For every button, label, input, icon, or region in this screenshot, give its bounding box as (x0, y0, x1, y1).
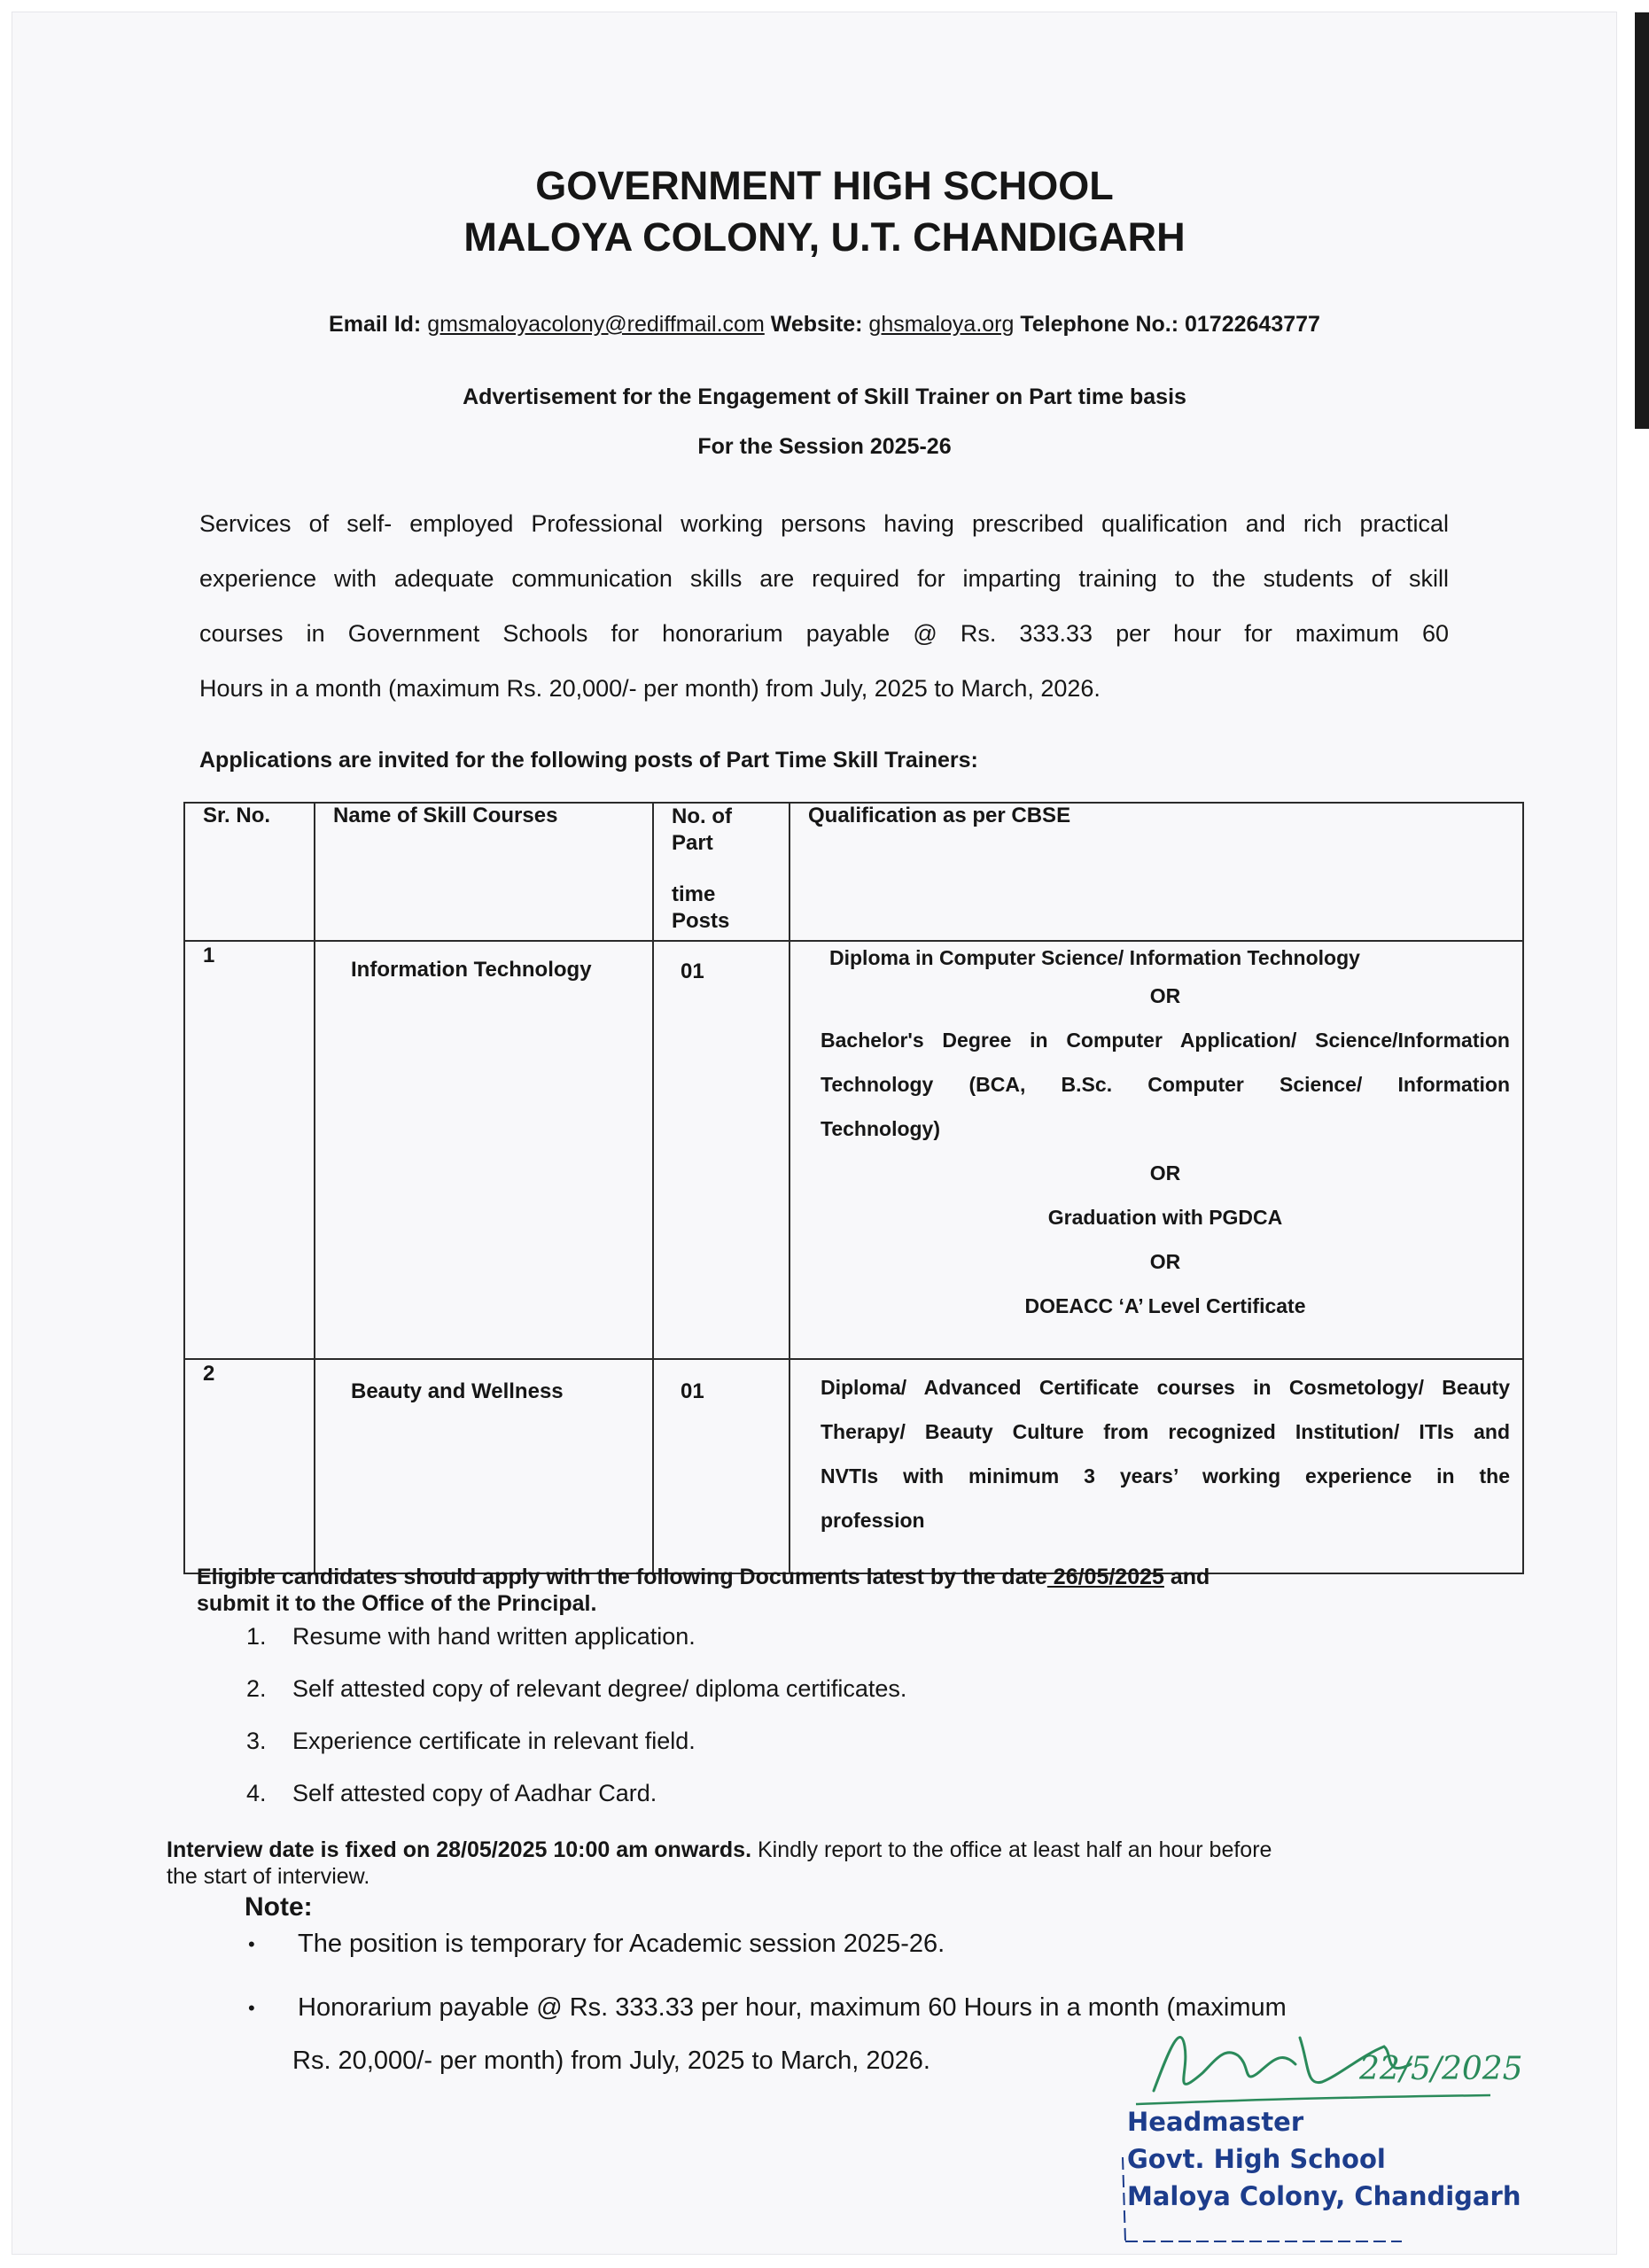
document-item (246, 1675, 906, 1703)
eligibility-submit: submit it to the Office of the Principal. (197, 1591, 597, 1616)
header-posts-line: time (672, 882, 716, 906)
intro-paragraph (199, 496, 1449, 716)
note-label: Note: (245, 1892, 313, 1922)
document-text: Self attested copy of Aadhar Card. (292, 1780, 657, 1806)
website-link[interactable]: ghsmaloya.org (868, 312, 1015, 337)
email-label: Email Id: (329, 312, 428, 337)
email-link[interactable]: gmsmaloyacolony@rediffmail.com (427, 312, 765, 337)
document-text: Resume with hand written application. (292, 1623, 696, 1650)
header-posts-line: Part (672, 831, 713, 855)
table-header-row (184, 803, 1523, 941)
header-no-of-posts (653, 803, 789, 941)
interview-text (167, 1837, 1460, 1890)
qualification-line: profession (821, 1509, 925, 1532)
qualification-line: Technology) (821, 1117, 941, 1140)
table-row (184, 941, 1523, 1359)
interview-date: Interview date is fixed on 28/05/2025 10:00 am onwards. (167, 1837, 752, 1862)
cell-sr-no: 1 (184, 941, 315, 1359)
header-posts-line: No. of (672, 804, 732, 828)
cell-posts: 01 (653, 941, 789, 1359)
qualification-line: NVTIs with minimum 3 years’ working experience in the (821, 1464, 1510, 1487)
note-text: Honorarium payable @ Rs. 333.33 per hour, maximum 60 Hours in a month (maximum (298, 1993, 1287, 2022)
document-number: 1. (246, 1623, 267, 1650)
school-name-line2: MALOYA COLONY, U.T. CHANDIGARH (463, 214, 1186, 260)
qualification-line: DOEACC ‘A’ Level Certificate (1024, 1294, 1306, 1317)
cell-qualification (789, 941, 1523, 1359)
applications-heading: Applications are invited for the following posts of Part Time Skill Trainers: (199, 748, 978, 773)
signature-date: 22/5/2025 (1359, 2051, 1523, 2087)
document-item (246, 1623, 696, 1651)
or-separator: OR (1149, 1161, 1181, 1184)
table-row (184, 1359, 1523, 1573)
document-text: Self attested copy of relevant degree/ diploma certificates. (292, 1675, 907, 1702)
header-posts-line: Posts (672, 909, 730, 933)
note-text-continued: Rs. 20,000/- per month) from July, 2025 to March, 2026. (292, 2047, 930, 2075)
document-number: 4. (246, 1780, 267, 1806)
school-name-line1: GOVERNMENT HIGH SCHOOL (535, 163, 1114, 208)
document-number: 2. (246, 1675, 267, 1702)
cell-qualification (789, 1359, 1523, 1573)
or-separator: OR (1149, 984, 1181, 1007)
website-label: Website: (764, 312, 869, 337)
cell-posts: 01 (653, 1359, 789, 1573)
eligibility-text (197, 1564, 1437, 1617)
stamp-title: Headmaster (1127, 2107, 1304, 2137)
intro-line: experience with adequate communication skills are required for imparting training to the students of skill (199, 565, 1449, 592)
header-sr-no: Sr. No. (184, 803, 315, 941)
qualification-line: Diploma in Computer Science/ Information Technology (829, 946, 1360, 969)
bullet-icon: • (248, 1997, 255, 2020)
note-text: The position is temporary for Academic session 2025-26. (298, 1930, 945, 1958)
bullet-icon: • (248, 1933, 255, 1956)
qualification-line: Graduation with PGDCA (1047, 1206, 1283, 1229)
or-separator: OR (1149, 1250, 1181, 1273)
intro-line: courses in Government Schools for honorarium payable @ Rs. 333.33 per hour for maximum 60 (199, 620, 1449, 647)
header-course-name: Name of Skill Courses (315, 803, 653, 941)
qualification-line: Bachelor's Degree in Computer Application/ Science/Information (821, 1029, 1510, 1052)
eligibility-lead: Eligible candidates should apply with the following Documents latest by the date (197, 1565, 1047, 1589)
cell-course-name: Information Technology (315, 941, 653, 1359)
contact-line (0, 312, 1649, 338)
stamp-school: Govt. High School (1127, 2144, 1386, 2174)
last-date: 26/05/2025 (1046, 1565, 1164, 1589)
qualification-line: Technology (BCA, B.Sc. Computer Science/ Information (821, 1073, 1510, 1096)
posts-table (183, 802, 1524, 1574)
document-text: Experience certificate in relevant field. (292, 1728, 696, 1754)
intro-line: Services of self- employed Professional working persons having prescribed qualification and rich practical (199, 510, 1449, 537)
advertisement-title: Advertisement for the Engagement of Skill Trainer on Part time basis (463, 384, 1186, 409)
header-qualification: Qualification as per CBSE (789, 803, 1523, 941)
telephone-number: 01722643777 (1185, 312, 1320, 337)
qualification-line: Diploma/ Advanced Certificate courses in Cosmetology/ Beauty (821, 1376, 1510, 1399)
interview-instruction: Kindly report to the office at least half an hour before (751, 1837, 1272, 1862)
note-item (248, 1930, 1489, 1959)
telephone-label: Telephone No.: (1014, 312, 1185, 337)
session-heading: For the Session 2025-26 (697, 434, 952, 459)
intro-line: Hours in a month (maximum Rs. 20,000/- per month) from July, 2025 to March, 2026. (199, 675, 1101, 702)
eligibility-and: and (1163, 1565, 1210, 1589)
interview-instruction-cont: the start of interview. (167, 1864, 370, 1889)
cell-sr-no: 2 (184, 1359, 315, 1573)
qualification-line: Therapy/ Beauty Culture from recognized Institution/ ITIs and (821, 1420, 1510, 1443)
cell-course-name: Beauty and Wellness (315, 1359, 653, 1573)
document-item (246, 1728, 696, 1755)
document-item (246, 1780, 657, 1807)
headmaster-stamp (1118, 2002, 1614, 2259)
stamp-location: Maloya Colony, Chandigarh (1127, 2181, 1521, 2211)
document-number: 3. (246, 1728, 267, 1754)
